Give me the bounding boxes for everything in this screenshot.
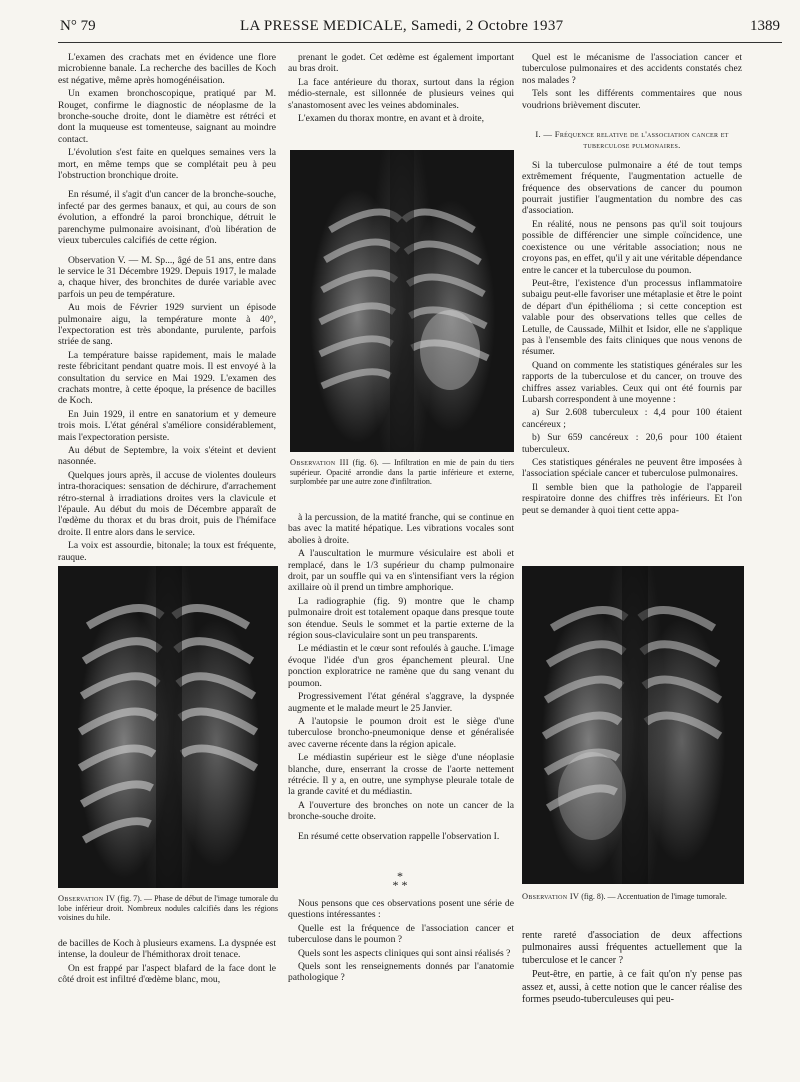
figure-8-caption [522, 892, 744, 902]
figure-6-caption [290, 458, 514, 487]
paragraph: La face antérieure du thorax, surtout dans la région médio-sternale, est sillonnée de plusieurs veines qui s'anastomosent avec les veines abdominales. [288, 76, 514, 111]
paragraph: En Juin 1929, il entre en sanatorium et y demeure trois mois. L'état général s'améliore considérablement, mais l'expectoration persiste. [58, 408, 276, 443]
paragraph: prenant le godet. Cet œdème est également important au bras droit. [288, 52, 514, 75]
paragraph: Quelle est la fréquence de l'association cancer et tuberculose dans le poumon ? [288, 922, 514, 946]
paragraph: On est frappé par l'aspect blafard de la face dont le côté droit est infiltré d'œdème blanc, mou, [58, 962, 276, 986]
paragraph: A l'auscultation le murmure vésiculaire est aboli et remplacé, dans le 1/3 supérieur du champ pulmonaire droit, par un souffle qui va en s'intensifiant vers la région axillaire où il prend un timbre amphorique. [288, 548, 514, 594]
paragraph: En résumé cette observation rappelle l'observation I. [298, 830, 500, 842]
paragraph: Au début de Septembre, la voix s'éteint et devient nasonnée. [58, 445, 276, 468]
paragraph: Quels sont les aspects cliniques qui sont ainsi réalisés ? [298, 947, 511, 959]
xray-figure-6 [290, 150, 514, 452]
paragraph: Tels sont les différents commentaires que nous voudrions brièvement discuter. [522, 88, 742, 111]
paragraph: Quels sont les renseignements donnés par l'anatomie pathologique ? [288, 961, 514, 984]
caption-text: (fig. 6). — Infiltration en mie de pain du tiers supérieur. Opacité arrondie dans la partie inférieure et externe, surplombée par une autre zone d'infiltration. [290, 458, 515, 487]
paragraph: b) Sur 659 cancéreux : 20,6 pour 100 étaient tuberculeux. [522, 432, 742, 455]
observation-v-intro: Observation V. — M. Sp..., âgé de 51 ans, entre dans le service le 31 Décembre 1929. Depuis 1917, le malade a, chaque hiver, des bronchites de durée variable avec parfois un peu de température. [58, 254, 276, 300]
paragraph: Le médiastin supérieur est le siège d'une néoplasie blanche, dure, enserrant la crosse de l'aorte nettement rétrécie. Il y a, en outre, une symphyse pleurale totale de la grande cavité et du médiastin. [288, 752, 514, 798]
paragraph: de bacilles de Koch à plusieurs examens. La dyspnée est intense, la douleur de l'hémithorax droit tenace. [58, 938, 276, 961]
caption-observation-label: Observation III [290, 458, 349, 467]
paragraph: Quand on commente les statistiques générales sur les rapports de la tuberculose et du cancer, on trouve des chiffres assez variables. Ceux qui ont été fournis par Lubarsh correspondent à une moyenne : [522, 359, 742, 405]
header-rule [58, 42, 782, 43]
paragraph: Quelques jours après, il accuse de violentes douleurs intra-thoraciques: sensation de déchirure, d'arrachement rétro-sternal à irradiations droites vers la clavicule et l'épaule. Au début du mois de Décembre apparaît de l'œdème du thorax et du bras droit, puis de l'hémiface droite. Il entre alors dans le service. [58, 469, 276, 538]
xray-figure-8 [522, 566, 744, 884]
paragraph: A l'ouverture des bronches on note un cancer de la bronche-souche droite. [288, 799, 514, 823]
paragraph: L'examen du thorax montre, en avant et à droite, [298, 113, 485, 125]
column-1-top [58, 52, 276, 578]
paragraph: a) Sur 2.608 tuberculeux : 4,4 pour 100 étaient cancéreux ; [522, 407, 742, 430]
paragraph: Si la tuberculose pulmonaire a été de tout temps extrêmement fréquente, l'augmentation actuelle de fréquence des observations de cancer du poumon pourrait justifier l'augmentation du nombre des cas d'association. [522, 159, 742, 217]
paragraph: Peut-être, l'existence d'un processus inflammatoire subaigu peut-elle favoriser une métaplasie et être le point de départ d'un épithélioma ; si cette conception est valable pour des observations telles que celles de Letulle, de Caussade, Milhit et Isidor, elle ne s'applique pas à l'ensemble des faits cliniques que nous venons de résumer. [522, 277, 742, 358]
paragraph: Il semble bien que la pathologie de l'appareil respiratoire donne des chiffres très inférieurs. Et l'on peut se demander à quoi tient cette appa- [522, 481, 742, 516]
paragraph: La température baisse rapidement, mais le malade reste fébricitant pendant quatre mois. Il est envoyé à la consultation du service en Mai 1929. L'examen des crachats montre, à cette époque, la présence de bacilles de Koch. [58, 349, 276, 407]
journal-title: LA PRESSE MEDICALE, Samedi, 2 Octobre 1937 [240, 18, 564, 34]
paragraph: Nous pensons que ces observations posent une série de questions intéressantes : [288, 898, 514, 921]
caption-text: (fig. 7). — Phase de début de l'image tumorale du lobe inférieur droit. Nombreux nodules calcifiés dans les régions voisines du hile. [58, 894, 279, 923]
paragraph: à la percussion, de la matité franche, qui se continue en bas avec la matité hépatique. Les vibrations vocales sont abolies à droite. [288, 512, 514, 546]
page-number: 1389 [750, 18, 780, 34]
caption-text: (fig. 8). — Accentuation de l'image tumorale. [581, 892, 727, 901]
paragraph: Un examen bronchoscopique, pratiqué par M. Rouget, confirme le diagnostic de néoplasme de la bronche-souche droite, dont le diamètre est rétréci et dont la muqueuse est tomenteuse, saignant au moindre contact. [58, 88, 276, 145]
paragraph: A l'autopsie le poumon droit est le siège d'une tuberculose broncho-pneumonique dense et généralisée avec caverne récente dans la région apicale. [288, 715, 514, 750]
issue-number: N° 79 [60, 18, 96, 34]
page-header [60, 18, 780, 40]
paragraph: Progressivement l'état général s'aggrave, la dyspnée augmente et le malade meurt le 25 Janvier. [288, 691, 514, 714]
caption-observation-label: Observation IV [58, 894, 116, 903]
paragraph: La radiographie (fig. 9) montre que le champ pulmonaire droit est totalement opaque dans presque toute son étendue. Seuls le sommet et la partie externe de la région sous-claviculaire sont un peu transparents. [288, 595, 514, 642]
figure-7-caption [58, 894, 278, 923]
paragraph: L'évolution s'est faite en quelques semaines vers la mort, en même temps que se complétait peu à peu l'obstruction bronchique droite. [58, 147, 276, 182]
paragraph: Au mois de Février 1929 survient un épisode pulmonaire aigu, la température monte à 40°, l'expectoration est très abondante, purulente, parfois striée de sang. [58, 302, 276, 348]
caption-observation-label: Observation IV [522, 892, 580, 901]
section-heading: I. — Fréquence relative de l'association cancer et tuberculose pulmonaires. [535, 129, 729, 151]
section-separator-stars: * * * [392, 869, 408, 892]
paragraph: Peut-être, en partie, à ce fait qu'on n'y pense pas assez et, aussi, à cette notion que le cancer réalise des formes pseudo-tuberculeuses qui peu- [522, 969, 742, 1006]
paragraph: Le médiastin et le cœur sont refoulés à gauche. L'image évoque l'idée d'un gros épanchement pleural. Une ponction exploratrice ne ramène que du sang venant du poumon. [288, 643, 514, 689]
column-2-middle [288, 512, 514, 844]
column-3-bottom [522, 930, 742, 1008]
paragraph: La voix est assourdie, bitonale; la toux est fréquente, rauque. [58, 540, 276, 563]
xray-figure-7 [58, 566, 278, 888]
column-1-bottom [58, 938, 276, 988]
paragraph: En réalité, nous ne pensons pas qu'il soit toujours possible de différencier une simple coïncidence, une coexistence ou une véritable association; nous ne croyons pas, en effet, qu'il y ait une véritable dépendance entre le cancer et la tuberculose du poumon. [522, 218, 742, 276]
column-3-top [522, 52, 742, 518]
column-2-bottom [288, 898, 514, 986]
paragraph: En résumé, il s'agit d'un cancer de la bronche-souche, infecté par des germes banaux, et qui, au cours de son évolution, a effondré la paroi bronchique, détruit le parenchyme pulmonaire avoisinant, d'où libération de vieux tubercules calcifiés de cette région. [58, 189, 276, 247]
paragraph: Quel est le mécanisme de l'association cancer et tuberculose pulmonaires et des accidents constatés chez nos malades ? [522, 52, 742, 86]
paragraph: rente rareté d'association de deux affections pulmonaires aussi fréquentes actuellement que la tuberculose et le cancer ? [522, 930, 742, 966]
paragraph: L'examen des crachats met en évidence une flore microbienne banale. La recherche des bacilles de Koch est négative, même après homogénéisation. [58, 52, 276, 86]
paragraph: Ces statistiques générales ne peuvent être imposées à l'association spéciale cancer et tuberculose pulmonaires. [522, 457, 742, 480]
column-2-top [288, 52, 514, 126]
